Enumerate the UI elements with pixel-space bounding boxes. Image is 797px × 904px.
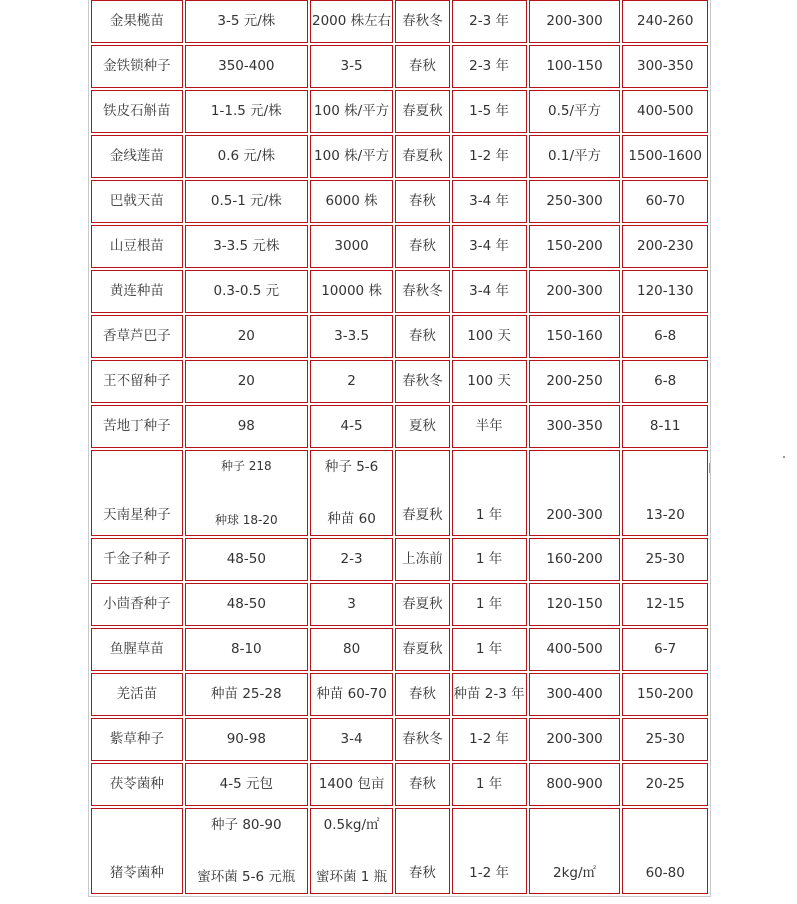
cell-quantity [310, 450, 393, 536]
cell-name: 紫草种子 [91, 718, 183, 761]
cell-value: 60-70 [622, 180, 708, 223]
cell-quantity: 2 [310, 360, 393, 403]
table-row [91, 90, 708, 133]
table-row [91, 763, 708, 806]
table-row [91, 628, 708, 671]
scroll-marker [709, 463, 710, 473]
cell-yield: 800-900 [529, 763, 621, 806]
cell-yield: 100-150 [529, 45, 621, 88]
cell-name: 猪苓菌种 [91, 808, 183, 894]
cell-period: 1 年 [452, 628, 527, 671]
cell-price [185, 808, 308, 894]
cell-season: 春秋冬 [395, 360, 449, 403]
cell-period: 1-2 年 [452, 808, 527, 894]
cell-yield: 400-500 [529, 628, 621, 671]
cell-period: 3-4 年 [452, 225, 527, 268]
cell-price: 1-1.5 元/株 [185, 90, 308, 133]
cell-yield: 250-300 [529, 180, 621, 223]
table-row [91, 673, 708, 716]
cell-value: 240-260 [622, 0, 708, 43]
cell-quantity: 80 [310, 628, 393, 671]
cell-quantity: 100 株/平方 [310, 90, 393, 133]
cell-name: 茯苓菌种 [91, 763, 183, 806]
quantity-line-2: 蜜环菌 1 瓶 [315, 868, 388, 885]
cell-value: 6-8 [622, 315, 708, 358]
table-row [91, 538, 708, 581]
cell-name: 山豆根苗 [91, 225, 183, 268]
quantity-line-2: 种苗 60 [327, 510, 376, 527]
price-table-container [88, 0, 711, 904]
cell-price [185, 450, 308, 536]
cell-period: 100 天 [452, 360, 527, 403]
quantity-line-1: 0.5kg/㎡ [323, 817, 380, 833]
cell-yield: 160-200 [529, 538, 621, 581]
cell-price: 20 [185, 360, 308, 403]
cell-quantity: 2-3 [310, 538, 393, 581]
cell-season: 上冻前 [395, 538, 449, 581]
cell-season: 春秋 [395, 45, 449, 88]
cell-quantity: 3 [310, 583, 393, 626]
cell-value: 1500-1600 [622, 135, 708, 178]
cell-quantity: 3-5 [310, 45, 393, 88]
cell-yield: 300-350 [529, 405, 621, 448]
cell-period: 1 年 [452, 763, 527, 806]
cell-season: 春秋冬 [395, 0, 449, 43]
cell-quantity: 3-3.5 [310, 315, 393, 358]
cell-value: 150-200 [622, 673, 708, 716]
cell-value: 60-80 [622, 808, 708, 894]
cell-quantity: 3000 [310, 225, 393, 268]
cell-price: 4-5 元包 [185, 763, 308, 806]
cell-name: 苦地丁种子 [91, 405, 183, 448]
quantity-line-1: 种子 5-6 [324, 459, 379, 475]
cell-yield: 200-300 [529, 0, 621, 43]
cell-period: 种苗 2-3 年 [452, 673, 527, 716]
cell-season: 春夏秋 [395, 628, 449, 671]
cell-quantity: 4-5 [310, 405, 393, 448]
cell-value: 13-20 [622, 450, 708, 536]
table-row [91, 270, 708, 313]
cell-period: 100 天 [452, 315, 527, 358]
price-line-2: 种球 18-20 [214, 512, 278, 527]
cell-name: 金果榄苗 [91, 0, 183, 43]
table-row [91, 405, 708, 448]
cell-quantity: 3-4 [310, 718, 393, 761]
cell-period: 1-2 年 [452, 135, 527, 178]
cell-price: 48-50 [185, 583, 308, 626]
table-body-upper [91, 0, 708, 448]
cell-period: 2-3 年 [452, 0, 527, 43]
cell-season: 春秋 [395, 763, 449, 806]
cell-price: 3-3.5 元株 [185, 225, 308, 268]
cell-period: 1-2 年 [452, 718, 527, 761]
cell-yield: 120-150 [529, 583, 621, 626]
cell-period: 1 年 [452, 538, 527, 581]
cell-quantity: 100 株/平方 [310, 135, 393, 178]
cell-season: 春夏秋 [395, 135, 449, 178]
cell-price: 0.6 元/株 [185, 135, 308, 178]
cell-period: 半年 [452, 405, 527, 448]
table-row [91, 315, 708, 358]
cell-price: 48-50 [185, 538, 308, 581]
table-row [91, 808, 708, 894]
cell-season: 春夏秋 [395, 450, 449, 536]
table-row [91, 225, 708, 268]
cell-price: 350-400 [185, 45, 308, 88]
cell-season: 春秋 [395, 808, 449, 894]
cell-season: 春夏秋 [395, 90, 449, 133]
cell-quantity: 6000 株 [310, 180, 393, 223]
table-row [91, 450, 708, 536]
cell-quantity: 10000 株 [310, 270, 393, 313]
cell-yield: 150-200 [529, 225, 621, 268]
table-row [91, 360, 708, 403]
dot-marker [783, 456, 785, 458]
cell-quantity: 1400 包亩 [310, 763, 393, 806]
cell-period: 2-3 年 [452, 45, 527, 88]
cell-price: 98 [185, 405, 308, 448]
cell-name: 羌活苗 [91, 673, 183, 716]
cell-yield: 200-300 [529, 450, 621, 536]
cell-name: 鱼腥草苗 [91, 628, 183, 671]
cell-price: 8-10 [185, 628, 308, 671]
cell-season: 春秋 [395, 673, 449, 716]
cell-yield: 0.1/平方 [529, 135, 621, 178]
cell-price: 0.5-1 元/株 [185, 180, 308, 223]
cell-value: 6-7 [622, 628, 708, 671]
cell-name: 金线莲苗 [91, 135, 183, 178]
price-line-2: 蜜环菌 5-6 元瓶 [197, 868, 296, 885]
cell-value: 8-11 [622, 405, 708, 448]
cell-price: 20 [185, 315, 308, 358]
table-row [91, 135, 708, 178]
cell-yield: 2kg/㎡ [529, 808, 621, 894]
cell-value: 400-500 [622, 90, 708, 133]
table-body-lower [91, 538, 708, 806]
cell-price: 3-5 元/株 [185, 0, 308, 43]
cell-price: 90-98 [185, 718, 308, 761]
cell-value: 20-25 [622, 763, 708, 806]
cell-name: 天南星种子 [91, 450, 183, 536]
cell-season: 春秋 [395, 180, 449, 223]
price-line-1: 种子 80-90 [211, 817, 282, 833]
cell-yield: 0.5/平方 [529, 90, 621, 133]
cell-season: 春秋冬 [395, 718, 449, 761]
cell-price: 0.3-0.5 元 [185, 270, 308, 313]
cell-price: 种苗 25-28 [185, 673, 308, 716]
cell-season: 春秋冬 [395, 270, 449, 313]
cell-name: 王不留种子 [91, 360, 183, 403]
cell-value: 120-130 [622, 270, 708, 313]
cell-season: 春秋 [395, 225, 449, 268]
cell-period: 1 年 [452, 583, 527, 626]
cell-name: 黄连种苗 [91, 270, 183, 313]
cell-yield: 200-300 [529, 718, 621, 761]
cell-period: 3-4 年 [452, 270, 527, 313]
table-body-zhuling [91, 808, 708, 894]
cell-value: 25-30 [622, 718, 708, 761]
cell-quantity: 2000 株左右 [310, 0, 393, 43]
cell-yield: 200-250 [529, 360, 621, 403]
cell-name: 香草芦巴子 [91, 315, 183, 358]
cell-period: 1-5 年 [452, 90, 527, 133]
cell-value: 12-15 [622, 583, 708, 626]
cell-name: 小茴香种子 [91, 583, 183, 626]
price-table [88, 0, 711, 897]
cell-quantity [310, 808, 393, 894]
table-row [91, 45, 708, 88]
cell-name: 千金子种子 [91, 538, 183, 581]
cell-period: 1 年 [452, 450, 527, 536]
cell-season: 春夏秋 [395, 583, 449, 626]
cell-value: 200-230 [622, 225, 708, 268]
cell-yield: 300-400 [529, 673, 621, 716]
cell-season: 春秋 [395, 315, 449, 358]
table-row [91, 583, 708, 626]
cell-value: 6-8 [622, 360, 708, 403]
table-row [91, 718, 708, 761]
cell-value: 300-350 [622, 45, 708, 88]
cell-yield: 150-160 [529, 315, 621, 358]
table-row [91, 0, 708, 43]
cell-name: 金铁锁种子 [91, 45, 183, 88]
cell-period: 3-4 年 [452, 180, 527, 223]
table-row [91, 180, 708, 223]
cell-quantity: 种苗 60-70 [310, 673, 393, 716]
cell-value: 25-30 [622, 538, 708, 581]
table-body-tiannanxing [91, 450, 708, 536]
cell-season: 夏秋 [395, 405, 449, 448]
cell-name: 铁皮石斛苗 [91, 90, 183, 133]
price-line-1: 种子 218 [220, 459, 272, 473]
cell-yield: 200-300 [529, 270, 621, 313]
cell-name: 巴戟天苗 [91, 180, 183, 223]
